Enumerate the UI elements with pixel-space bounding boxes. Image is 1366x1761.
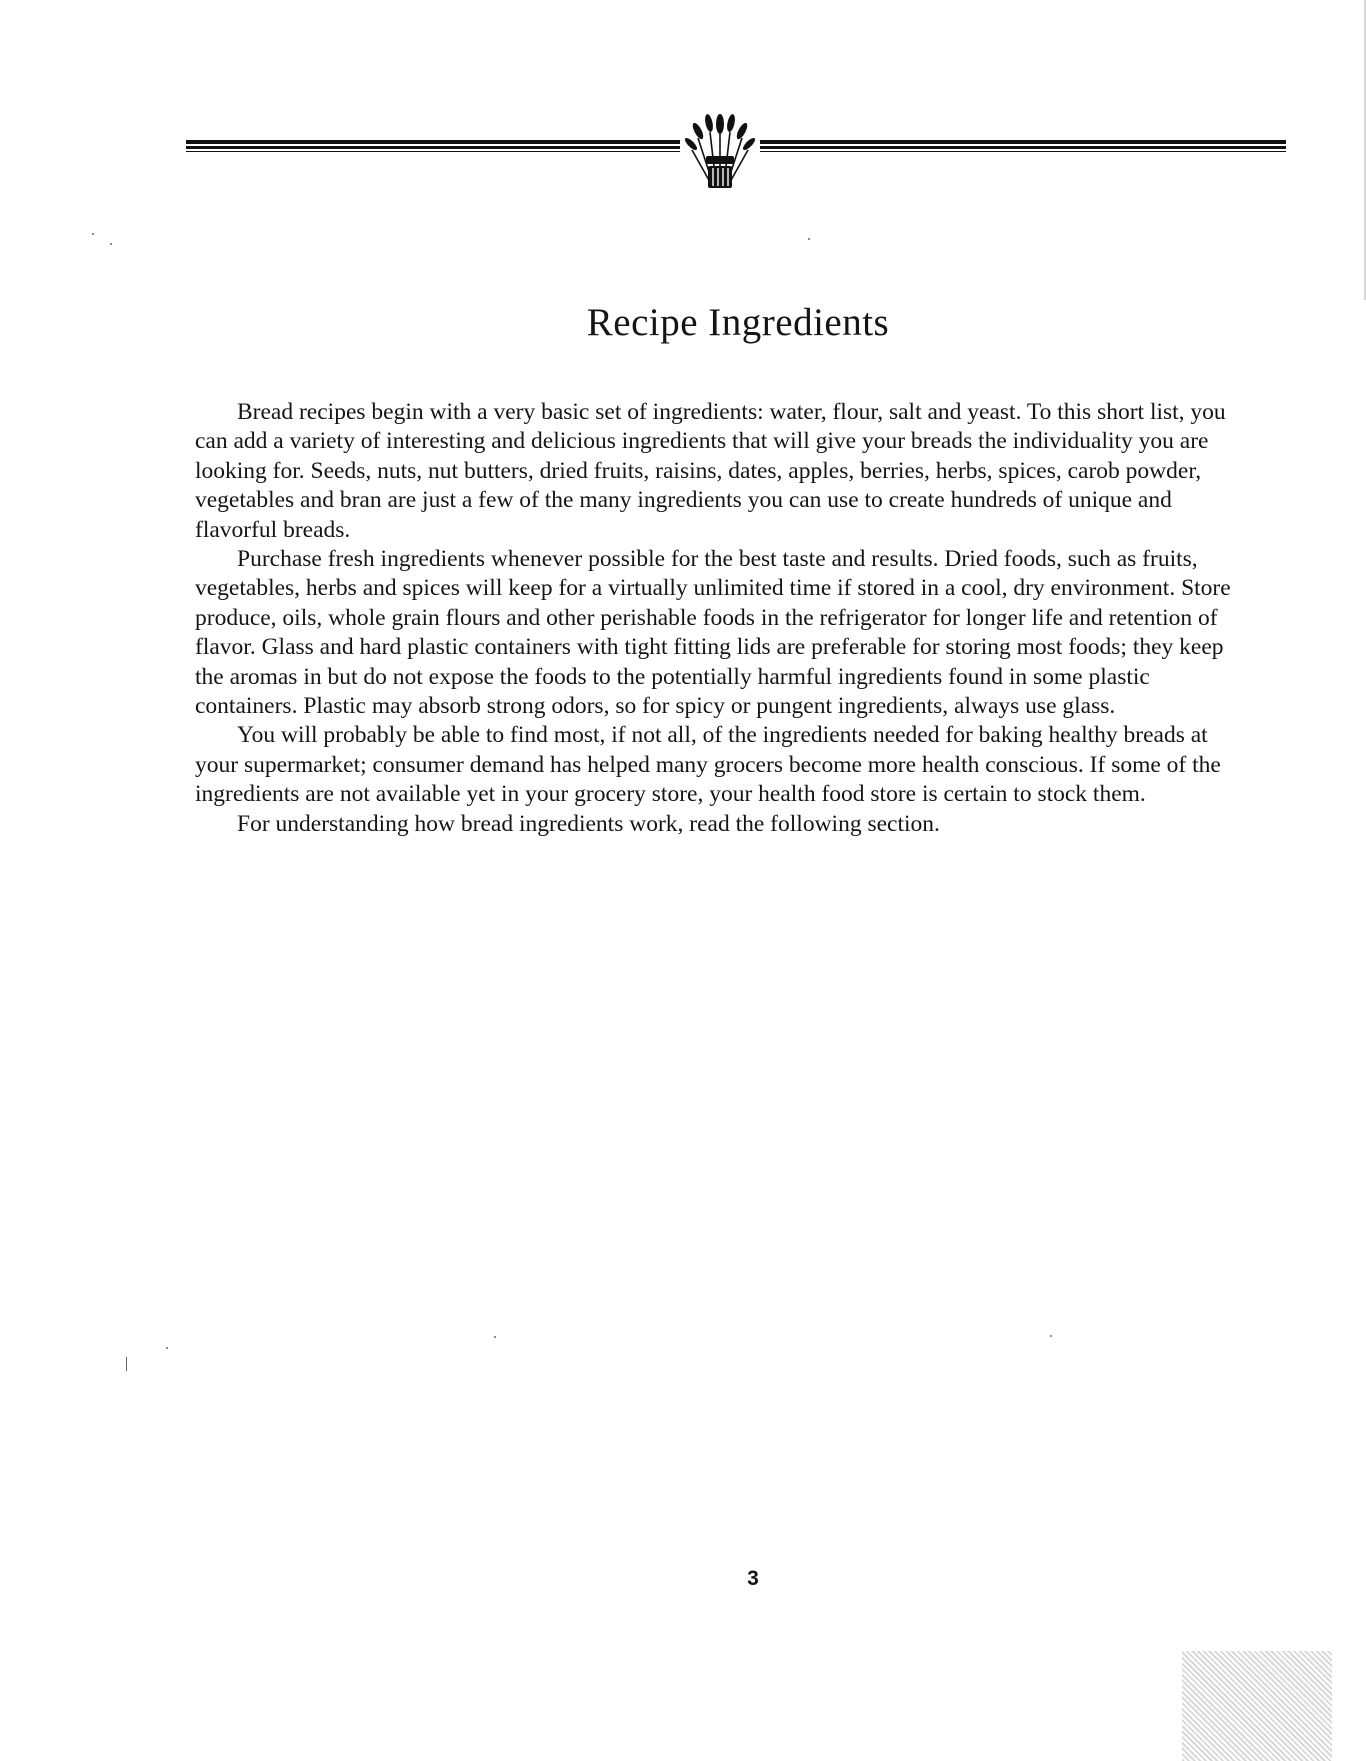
page-number: 3	[747, 1567, 759, 1590]
scan-speck	[808, 238, 810, 240]
scan-speck	[92, 233, 94, 235]
scan-speck	[166, 1347, 168, 1349]
scan-speck	[1050, 1335, 1052, 1337]
scan-artifact	[1182, 1651, 1332, 1761]
scan-speck	[494, 1336, 496, 1338]
page-title: Recipe Ingredients	[586, 301, 890, 344]
paragraph: For understanding how bread ingredients work, read the following section.	[237, 810, 940, 837]
scan-speck	[110, 243, 112, 245]
body-text	[195, 398, 1255, 839]
paragraph: Purchase fresh ingredients whenever possible for the best taste and results. Dried foods, such as fruits, vegetables, herbs and spices will keep for a virtually unlimited time if stored in a cool, dry environment. Store produce, oils, whole grain flours and other perishable foods in the refrigerator for longer life and retention of flavor. Glass and hard plastic containers with tight fitting lids are preferable for storing most foods; they keep the aromas in but do not expose the foods to the potentially harmful ingredients found in some plastic containers. Plastic may absorb strong odors, so for spicy or pungent ingredients, always use glass.	[195, 546, 1231, 720]
paragraph: You will probably be able to find most, if not all, of the ingredients needed for baking healthy breads at your supermarket; consumer demand has helped many grocers become more health conscious. If some of the ingredients are not available yet in your grocery store, your health food store is certain to stock them.	[195, 722, 1221, 808]
scan-speck	[126, 1357, 127, 1371]
paragraph: Bread recipes begin with a very basic set of ingredients: water, flour, salt and yeast. To this short list, you can add a variety of interesting and delicious ingredients that will give your breads the individuality you are looking for. Seeds, nuts, nut butters, dried fruits, raisins, dates, apples, berries, herbs, spices, carob powder, vegetables and bran are just a few of the many ingredients you can use to create hundreds of unique and flavorful breads.	[195, 399, 1226, 543]
wheat-sheaf-icon	[680, 104, 760, 194]
